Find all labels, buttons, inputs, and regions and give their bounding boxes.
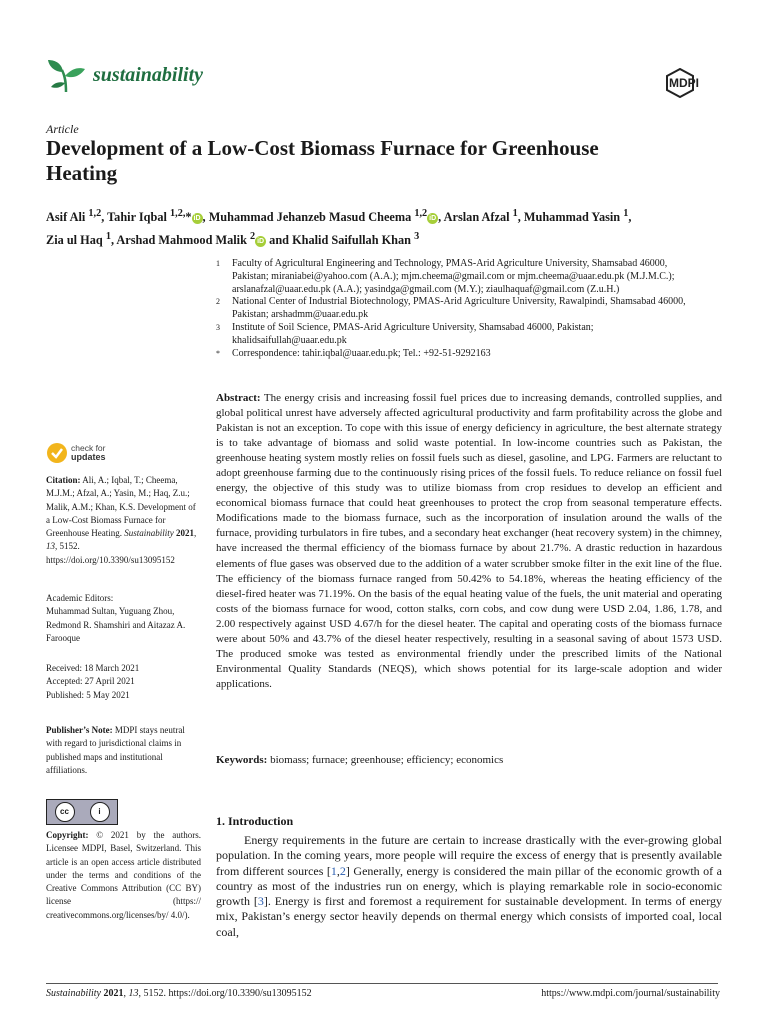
- published-date: Published: 5 May 2021: [46, 689, 130, 700]
- affiliation: 1 Faculty of Agricultural Engineering and Technology, PMAS-Arid Agriculture University, Shamsabad 46000, Pakistan; miraniabei@yahoo.com (A.A.); mjm.cheema@gmail.com or mjm.cheema@uaar.edu.pk (M.J.M.C.); arslanafzal@uaar.edu.pk (A.A.); yasindga@gmail.com (M.Y.); ziaulhaquaf@gmail.com (Z.u.H.): [216, 258, 675, 295]
- journal-logo: [46, 56, 86, 99]
- citation-block: Citation: Ali, A.; Iqbal, T.; Cheema, M.J.M.; Afzal, A.; Yasin, M.; Haq, Z.u.; Malik, A.M.; Khan, K.S. Development of a Low-Cost Biomass Furnace for Greenhouse Heating. Sustainability 2021, 13, 5152. https://doi.org/10.3390/su13095152: [46, 475, 197, 565]
- authors-line-2: Zia ul Haq $^1$, Arshad Mahmood Malik $^2$ iD and Khalid Saifullah Khan $^3$: [46, 231, 420, 248]
- footer-divider: [46, 983, 718, 984]
- article-type: Article: [46, 122, 79, 136]
- footer-doi-link[interactable]: , 5152. https://doi.org/10.3390/su13095152: [138, 988, 312, 999]
- copyright: Copyright: © 2021 by the authors. Licensee MDPI, Basel, Switzerland. This article is an open access article distributed under the terms and conditions of the Creative Commons Attribution (CC BY) license (https:// creativecommons.org/licenses/by/ 4.0/).: [46, 830, 202, 920]
- keywords: Keywords: biomass; furnace; greenhouse; efficiency; economics: [216, 754, 504, 766]
- check-for-updates[interactable]: check for updates: [46, 442, 106, 464]
- journal-name: sustainability: [93, 64, 204, 86]
- footer-journal-url[interactable]: https://www.mdpi.com/journal/sustainability: [541, 988, 720, 999]
- authors: [46, 204, 706, 250]
- orcid-icon[interactable]: iD: [257, 237, 265, 245]
- abstract: Abstract: The energy crisis and increasing fossil fuel prices due to increasing demands, controlled supplies, and global political unrest have adversely affected agricultural productivity and farm profitability across the globe and Pakistan is not an exception. To cope with this issue of energy deficiency in agriculture, the best alternate strategy is to take advantage of biomass and solid waste potential. In low-income countries such as Pakistan, the greenhouse heating system mostly relies on fossil fuels such as diesel, gasoline, and LPG. Farmers are reluctant to adopt greenhouse farming due to the continuously rising prices of the fossil fuels. To reduce reliance on fossil fuel energy, the objective of this study was to utilize biomass from crop residues to develop an efficient and economical biomass furnace that could heat greenhouses to protect the crop from seasonal temperature effects. Modifications made to the biomass furnace, such as the incorporation of insulation around the walls of the furnace, providing turbulators in fire tubes, and a secondary heat exchanger (heat recovery system) in the chimney, have increased the thermal efficiency of the biomass furnace by about 21.7%. A drastic reduction in hazardous elements of flue gases was observed due to the addition of a water scrubber smoke filter in the exit line of the flue. The efficiency of the biomass furnace ranged from 50.42% to 54.18%, whereas the heating efficiency of the diesel-fired heater was 71.19%. On the basis of the equal heating value of the fuels, the unit material and operating costs of the biomass furnace for wood, cotton stalks, corn cobs, and cow dung were USD 2.04, 1.86, 1.78, and 2.00 respectively against USD 4.67/h for the diesel heater. The capital and operating costs of the biomass furnace were about 50% and 43.7% of the diesel heater respectively, resulting in a seasonal saving of about 1573 USD. The produced smoke was tested as environmental friendly under the prescribed limits of the National Environmental Quality Standards (NEQS), which shows potential for its large-scale adoption and wider applications.: [216, 392, 722, 690]
- intro-paragraph: Energy requirements in the future are certain to increase drastically with the ever-growing global population. In the coming years, more people will require the excess of energy that is presently available from different sources [1,2] Generally, energy is considered the main pillar of the economic growth of a country as most of the industries run on energy, which is playing remarkable role in socio-economic growth [3]. Energy is first and foremost a requirement for sustainable development. In terms of energy mix, Pakistan’s energy sector heavily depends on thermal energy which consists of imported coal, local coal,: [216, 833, 722, 939]
- check-updates-icon: [46, 442, 68, 464]
- orcid-icon[interactable]: iD: [193, 214, 201, 222]
- citation-link[interactable]: 1: [330, 863, 337, 878]
- article-title: Development of a Low-Cost Biomass Furnace for Greenhouse Heating: [46, 136, 599, 185]
- footer-citation: Sustainability 2021, 13, 5152. https://doi.org/10.3390/su13095152: [46, 988, 312, 999]
- citation-link[interactable]: 3: [257, 894, 264, 909]
- accepted-date: Accepted: 27 April 2021: [46, 676, 135, 687]
- cc-by-license-icon[interactable]: cc i: [46, 799, 118, 825]
- correspondence: * Correspondence: tahir.iqbal@uaar.edu.pk; Tel.: +92-51-9292163: [216, 347, 491, 359]
- citation-doi[interactable]: , 5152. https://doi.org/10.3390/su13095152: [46, 541, 175, 565]
- affiliations: [216, 258, 706, 360]
- svg-text:MDPI: MDPI: [669, 76, 699, 90]
- dates: [46, 662, 201, 702]
- mdpi-logo: [664, 68, 722, 103]
- authors-line-1: Asif Ali $^{1,2}$, Tahir Iqbal $^{1,2,}$* iD , Muhammad Jehanzeb Masud Cheema $^{1,2}$ iD , Arslan Afzal $^1$, Muhammad Yasin $^1$,: [46, 208, 632, 225]
- publisher-note: Publisher’s Note: MDPI stays neutral with regard to jurisdictional claims in published maps and institutional affiliations.: [46, 725, 185, 775]
- section-heading: 1. Introduction: [216, 814, 294, 828]
- leaf-plant-icon: [46, 56, 86, 94]
- citation-link[interactable]: 2: [339, 863, 346, 878]
- affiliation: 2 National Center of Industrial Biotechnology, PMAS-Arid Agriculture University, Rawalpindi, Shamsabad 46000, Pakistan; arshadmm@uaar.edu.pk: [216, 296, 686, 321]
- orcid-icon[interactable]: iD: [429, 214, 437, 222]
- academic-editors: Academic Editors: Muhammad Sultan, Yuguang Zhou, Redmond R. Shamshiri and Aitazaz A. Farooque: [46, 593, 186, 643]
- received-date: Received: 18 March 2021: [46, 663, 140, 673]
- affiliation: 3 Institute of Soil Science, PMAS-Arid Agriculture University, Shamsabad 46000, Pakistan; khalidsaifullah@uaar.edu.pk: [216, 321, 594, 346]
